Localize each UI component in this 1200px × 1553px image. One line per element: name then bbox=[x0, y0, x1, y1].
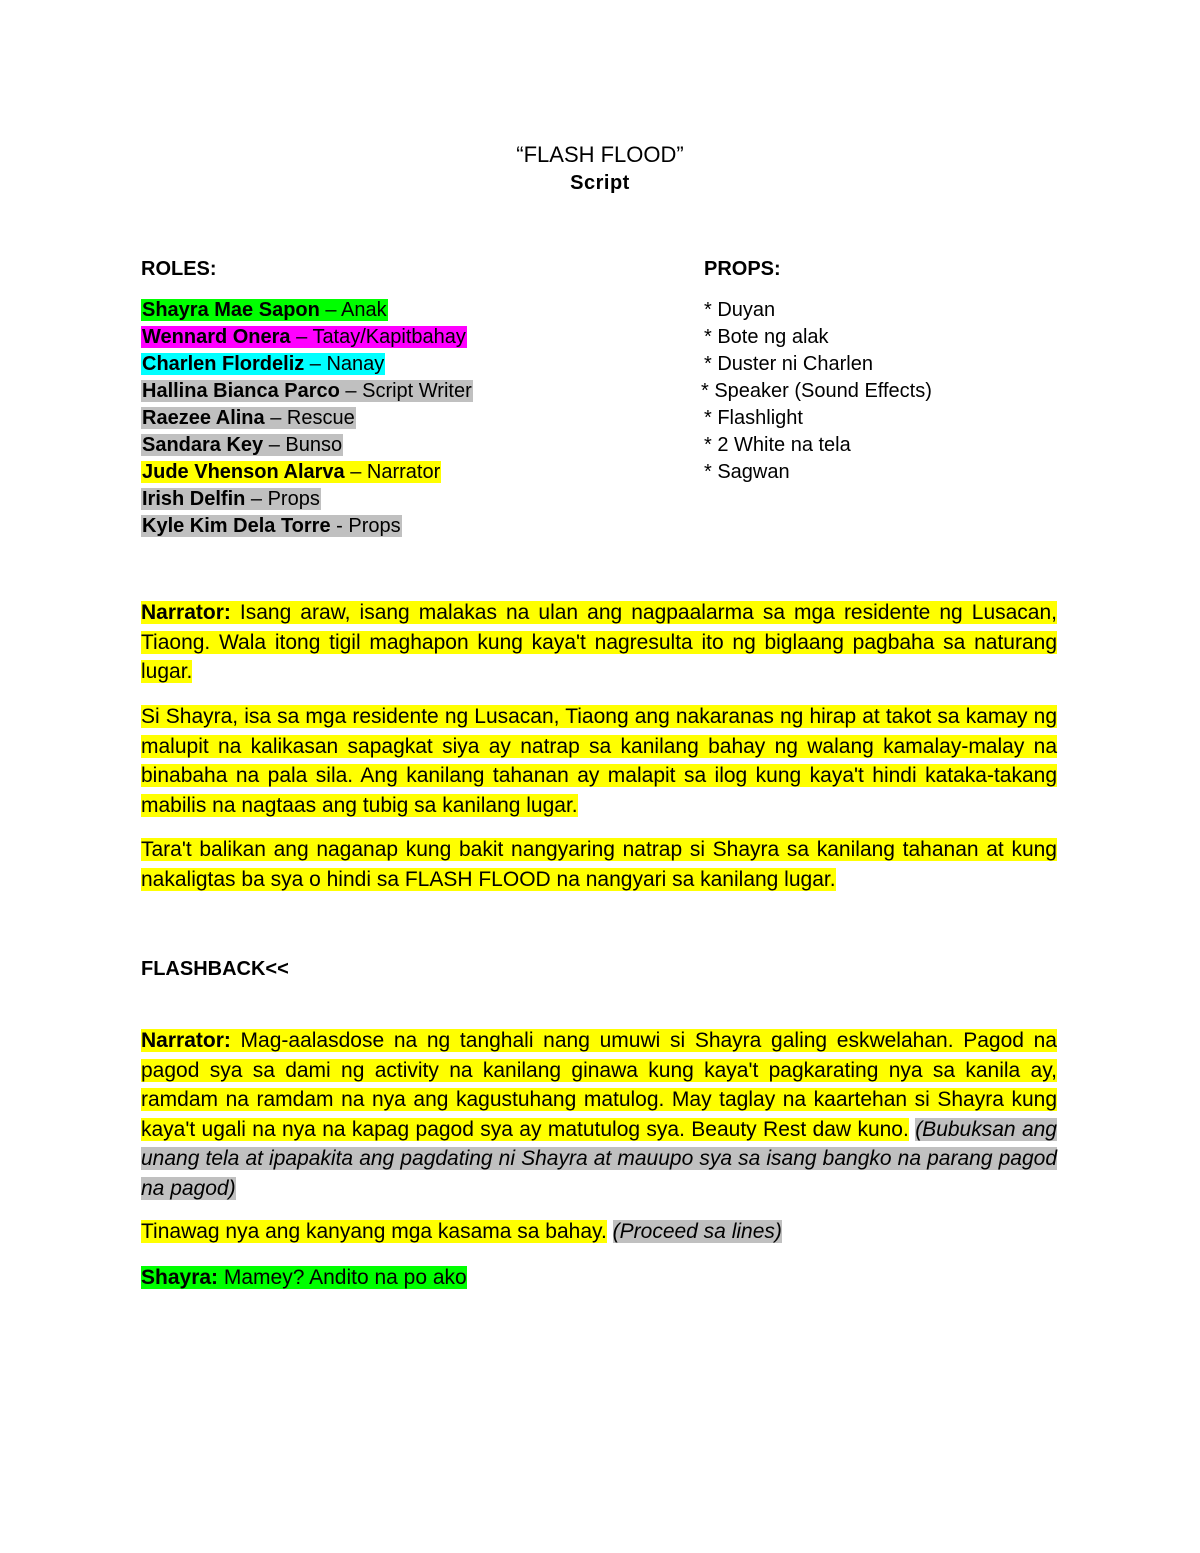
role-line bbox=[141, 432, 661, 459]
role-line bbox=[141, 378, 661, 405]
role-name: Shayra Mae Sapon bbox=[142, 299, 320, 321]
intro-paragraph-3 bbox=[141, 835, 1057, 894]
role-line bbox=[141, 486, 661, 513]
role-title: – Bunso bbox=[263, 434, 343, 456]
role-title: – Rescue bbox=[264, 407, 355, 429]
narration-text: Tara't balikan ang naganap kung bakit nangyaring natrap si Shayra sa kanilang tahanan at kung nakaligtas ba sya o hindi sa FLASH FLOOD na nangyari sa kanilang lugar. bbox=[141, 838, 1057, 891]
speaker-label: Narrator: bbox=[141, 601, 231, 624]
role-title: – Script Writer bbox=[339, 380, 472, 402]
prop-item: * Sagwan bbox=[704, 461, 790, 483]
role-line bbox=[141, 513, 661, 540]
intro-paragraph-1 bbox=[141, 598, 1057, 687]
narration-text: Isang araw, isang malakas na ulan ang nagpaalarma sa mga residente ng Lusacan, Tiaong. Wala itong tigil maghapon kung kaya't nagresulta ito ng biglaang pagbaha sa naturang lugar. bbox=[141, 601, 1057, 683]
role-name: Wennard Onera bbox=[142, 326, 291, 348]
props-section bbox=[701, 255, 1104, 486]
speaker-label: Shayra: bbox=[141, 1266, 219, 1289]
role-name: Charlen Flordeliz bbox=[142, 353, 305, 375]
role-title: – Narrator bbox=[344, 461, 441, 483]
prop-item: * Duyan bbox=[704, 299, 776, 321]
title-block bbox=[0, 140, 1200, 196]
role-line bbox=[141, 324, 661, 351]
prop-item: * Flashlight bbox=[704, 407, 803, 429]
role-name: Jude Vhenson Alarva bbox=[142, 461, 345, 483]
roles-section bbox=[141, 255, 661, 540]
role-title: – Nanay bbox=[304, 353, 385, 375]
document-subtitle: Script bbox=[570, 172, 630, 194]
prop-item: * Bote ng alak bbox=[704, 326, 829, 348]
speaker-label: Narrator: bbox=[141, 1029, 231, 1052]
dialogue-text: Mamey? Andito na po ako bbox=[218, 1266, 467, 1289]
stage-direction: (Proceed sa lines) bbox=[612, 1220, 782, 1243]
role-line bbox=[141, 351, 661, 378]
intro-paragraph-2 bbox=[141, 702, 1057, 820]
role-name: Kyle Kim Dela Torre bbox=[142, 515, 331, 537]
role-title: – Tatay/Kapitbahay bbox=[290, 326, 466, 348]
prop-item: * Speaker (Sound Effects) bbox=[701, 380, 932, 402]
role-line bbox=[141, 297, 661, 324]
stage-direction: (Bubuksan ang unang tela at ipapakita ang pagdating ni Shayra at mauupo sya sa isang bangko na parang pagod na pagod) bbox=[141, 1117, 1057, 1200]
role-title: – Anak bbox=[319, 299, 387, 321]
role-title: – Props bbox=[245, 488, 320, 510]
roles-heading: ROLES: bbox=[141, 258, 217, 280]
narration-text: Tinawag nya ang kanyang mga kasama sa bahay. bbox=[141, 1220, 607, 1243]
role-name: Hallina Bianca Parco bbox=[142, 380, 340, 402]
role-name: Irish Delfin bbox=[142, 488, 246, 510]
role-title: - Props bbox=[330, 515, 401, 537]
flashback-paragraph-2 bbox=[141, 1217, 1057, 1247]
narration-text: Si Shayra, isa sa mga residente ng Lusacan, Tiaong ang nakaranas ng hirap at takot sa kamay ng malupit na kalikasan sapagkat siya ay natrap sa kanilang bahay ng walang kamalay-malay na binabaha na pala sila. Ang kanilang tahanan ay malapit sa ilog kung kaya't hindi kataka-takang mabilis na nagtaas ang tubig sa kanilang lugar. bbox=[141, 705, 1057, 817]
prop-item: * Duster ni Charlen bbox=[704, 353, 873, 375]
flashback-paragraph-1 bbox=[141, 1026, 1057, 1203]
prop-item: * 2 White na tela bbox=[704, 434, 851, 456]
role-name: Sandara Key bbox=[142, 434, 264, 456]
role-line bbox=[141, 405, 661, 432]
document-title: “FLASH FLOOD” bbox=[516, 142, 684, 167]
role-line bbox=[141, 459, 661, 486]
role-name: Raezee Alina bbox=[142, 407, 265, 429]
flashback-paragraph-3 bbox=[141, 1263, 1057, 1293]
narration-text: Mag-aalasdose na ng tanghali nang umuwi si Shayra galing eskwelahan. Pagod na pagod sya sa dami ng activity na kanilang ginawa kung kaya't pagkarating nya sa kanila ay, ramdam na ramdam na nya ang kagustuhang matulog. May taglay na kaartehan si Shayra kung kaya't ugali na nya na kapag pagod sya ay matutulog sya. Beauty Rest daw kuno. bbox=[141, 1029, 1057, 1141]
props-heading: PROPS: bbox=[704, 258, 781, 280]
flashback-heading: FLASHBACK<< bbox=[141, 958, 289, 980]
